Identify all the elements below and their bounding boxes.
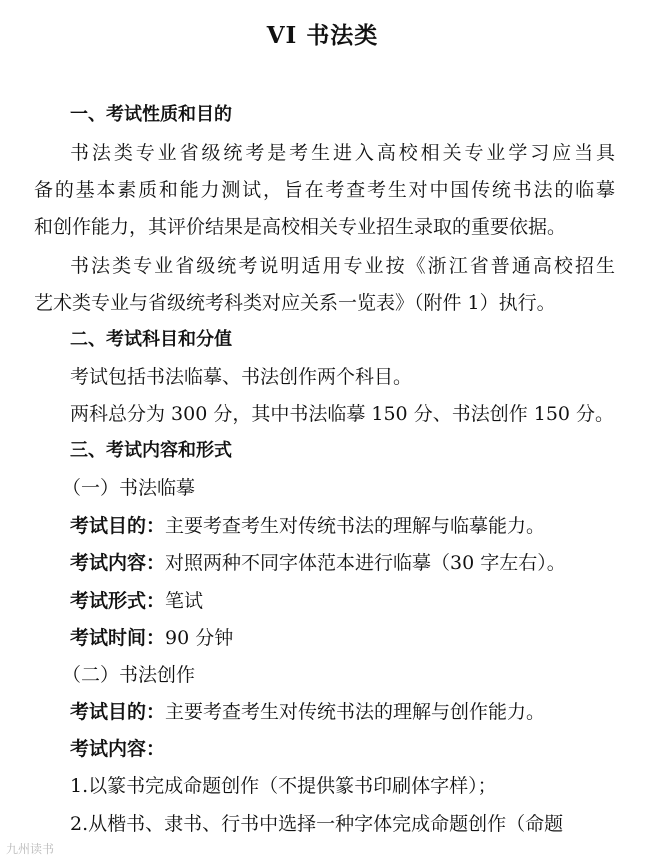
field-label: 考试时间： xyxy=(70,627,166,649)
paragraph-line: 书法类专业省级统考是考生进入高校相关专业学习应当具 xyxy=(70,142,615,164)
field-value: 笔试 xyxy=(165,590,204,612)
field-label: 考试目的： xyxy=(70,515,166,537)
paragraph-line: 两科总分为 300 分，其中书法临摹 150 分、书法创作 150 分。 xyxy=(70,403,615,425)
page-title: VI 书法类 xyxy=(266,22,379,49)
section-heading-1: 一、考试性质和目的 xyxy=(70,104,232,125)
paragraph-line: 考试包括书法临摹、书法创作两个科目。 xyxy=(70,366,413,388)
subsection-label: （二）书法创作 xyxy=(62,664,196,686)
field-value: 主要考查考生对传统书法的理解与创作能力。 xyxy=(165,701,546,723)
field-label: 考试内容： xyxy=(70,738,166,760)
paragraph-line: 和创作能力，其评价结果是高校相关专业招生录取的重要依据。 xyxy=(34,216,567,238)
field-label: 考试内容： xyxy=(70,552,166,574)
watermark: 九州读书 xyxy=(6,842,55,856)
field-value: 对照两种不同字体范本进行临摹（30 字左右）。 xyxy=(165,552,566,574)
exam-content-row xyxy=(70,735,645,763)
paragraph-line: 书法类专业省级统考说明适用专业按《浙江省普通高校招生 xyxy=(70,255,615,277)
field-value: 90 分钟 xyxy=(165,627,234,649)
field-label: 考试目的： xyxy=(70,701,166,723)
list-item: 1.以篆书完成命题创作（不提供篆书印刷体字样）； xyxy=(70,775,497,797)
exam-purpose-row xyxy=(70,698,645,726)
list-item: 2.从楷书、隶书、行书中选择一种字体完成命题创作（命题 xyxy=(70,813,564,835)
exam-form-row xyxy=(70,587,645,615)
section-heading-3: 三、考试内容和形式 xyxy=(70,440,232,461)
paragraph-line: 艺术类专业与省级统考科类对应关系一览表》（附件 1）执行。 xyxy=(34,292,556,314)
field-label: 考试形式： xyxy=(70,590,166,612)
exam-content-row xyxy=(70,549,645,577)
exam-purpose-row xyxy=(70,512,645,540)
field-value: 主要考查考生对传统书法的理解与临摹能力。 xyxy=(165,515,546,537)
subsection-label: （一）书法临摹 xyxy=(62,477,196,499)
section-heading-2: 二、考试科目和分值 xyxy=(70,329,232,350)
exam-time-row xyxy=(70,624,645,652)
paragraph-line: 备的基本素质和能力测试，旨在考查考生对中国传统书法的临摹 xyxy=(34,179,615,201)
